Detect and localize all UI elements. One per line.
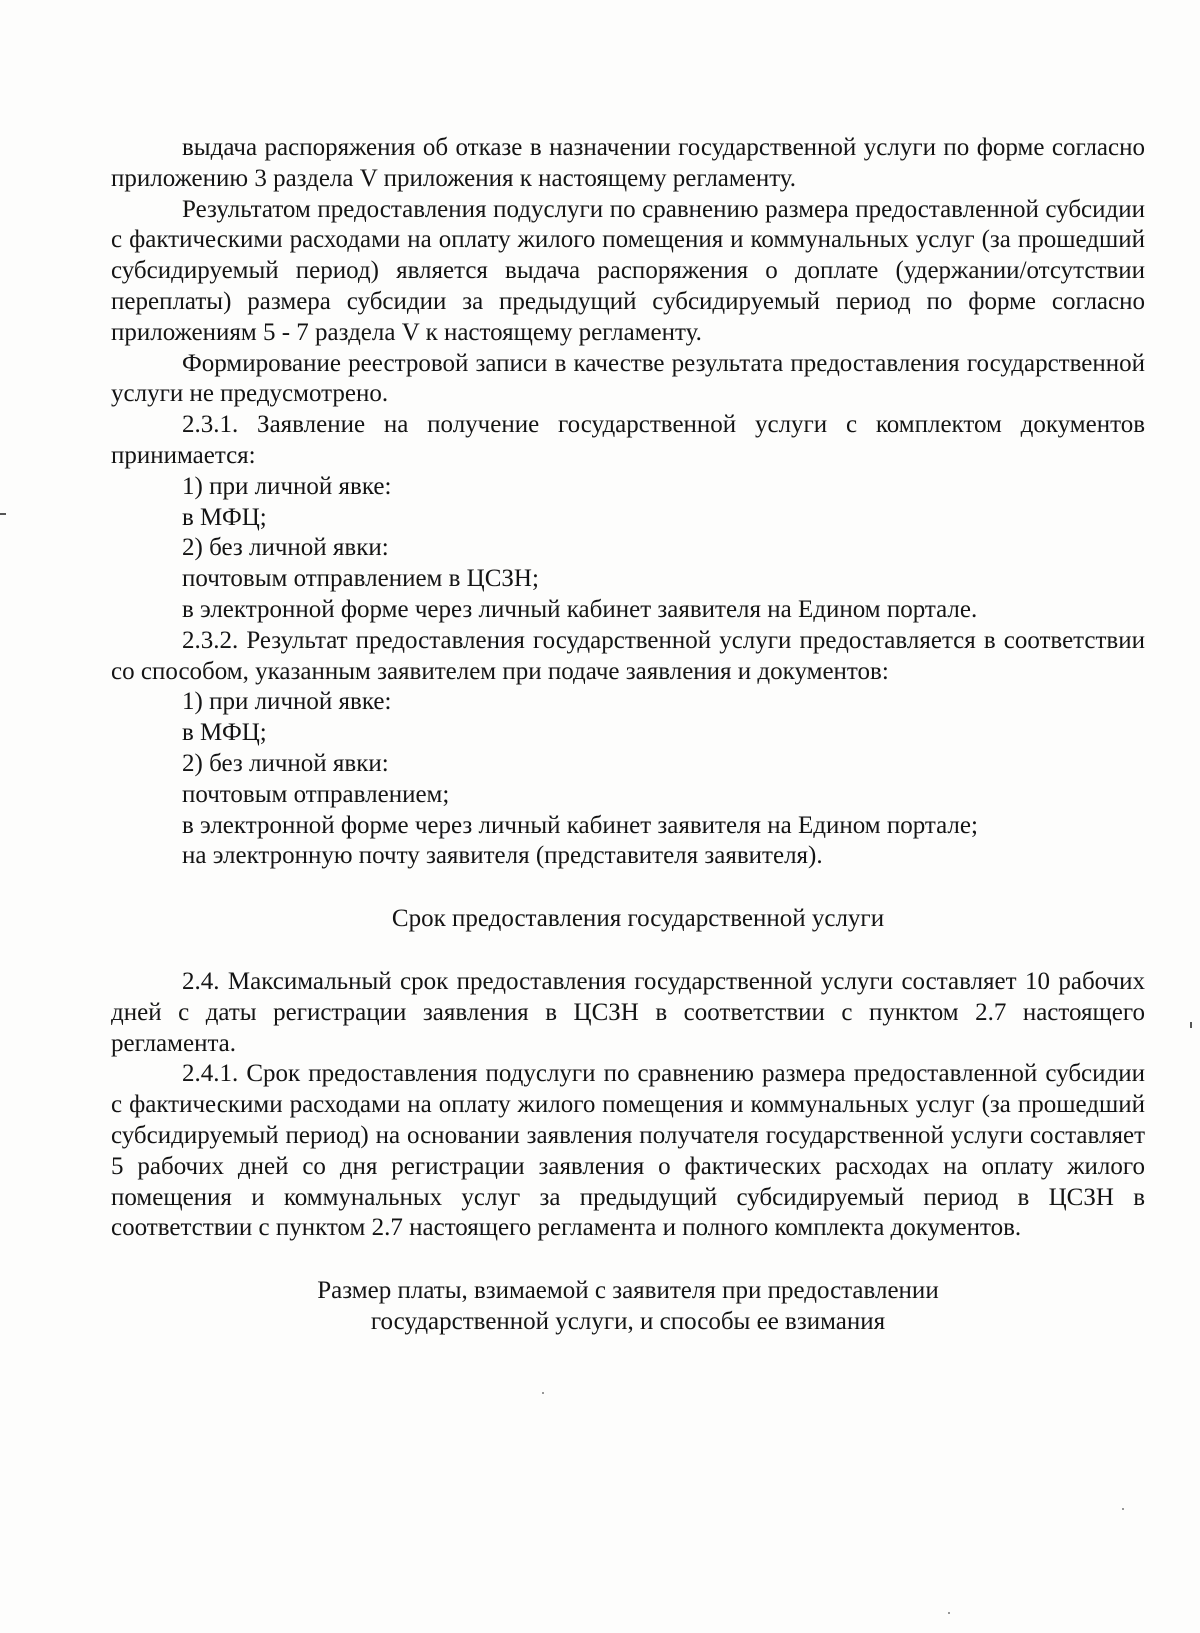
list-item: в электронной форме через личный кабинет заявителя на Едином портале; (182, 811, 978, 839)
section-heading-term: Срок предоставления государственной услуги (391, 905, 885, 933)
list-item: 2) без личной явки: (182, 534, 389, 562)
list-item: в электронной форме через личный кабинет заявителя на Едином портале. (182, 595, 978, 623)
list-item: 1) при личной явке: (182, 688, 392, 716)
scan-speck (948, 1612, 950, 1614)
scan-speck (1122, 1508, 1124, 1510)
list-item: на электронную почту заявителя (представителя заявителя). (182, 842, 823, 870)
paragraph-2-4: 2.4. Максимальный срок предоставления государственной услуги составляет 10 рабочих дней с даты регистрации заявления в ЦСЗН в соответствии с пунктом 2.7 настоящего регламента. (111, 967, 1145, 1057)
list-item: 1) при личной явке: (182, 472, 392, 500)
paragraph-2-3-1: 2.3.1. Заявление на получение государственной услуги с комплектом документов принимается: (111, 411, 1145, 469)
list-item: 2) без личной явки: (182, 749, 389, 777)
paragraph-2-4-1: 2.4.1. Срок предоставления подуслуги по сравнению размера предоставленной субсидии с фактическими расходами на оплату жилого помещения и коммунальных услуг (за прошедший субсидируемый период) на основании заявления получателя государственной услуги составляет 5 рабочих дней со дня регистрации заявления о фактических расходах на оплату жилого помещения и коммунальных услуг за предыдущий субсидируемый период в ЦСЗН в соответствии с пунктом 2.7 настоящего регламента и полного комплекта документов. (111, 1060, 1145, 1242)
paragraph-refusal-order: выдача распоряжения об отказе в назначении государственной услуги по форме согласно приложению 3 раздела V приложения к настоящему регламенту. (111, 134, 1145, 192)
scan-artifact-left (0, 513, 6, 515)
section-heading-fee-line-2: государственной услуги, и способы ее взимания (370, 1307, 886, 1335)
scan-speck (542, 1392, 544, 1394)
scan-artifact-right (1190, 1022, 1192, 1028)
list-result-methods (111, 687, 1145, 872)
section-heading-fee-line-1: Размер платы, взимаемой с заявителя при предоставлении (317, 1277, 939, 1305)
paragraph-2-3-2: 2.3.2. Результат предоставления государственной услуги предоставляется в соответствии со способом, указанным заявителем при подаче заявления и документов: (111, 626, 1145, 685)
paragraph-subservice-result: Результатом предоставления подуслуги по сравнению размера предоставленной субсидии с фактическими расходами на оплату жилого помещения и коммунальных услуг (за прошедший субсидируемый период) является выдача распоряжения о доплате (удержании/отсутствии переплаты) размера субсидии за предыдущий субсидируемый период по форме согласно приложениям 5 - 7 раздела V к настоящему регламенту. (111, 195, 1145, 346)
list-item: в МФЦ; (182, 503, 267, 531)
list-application-methods (111, 472, 1145, 626)
list-item: почтовым отправлением в ЦСЗН; (182, 565, 539, 593)
paragraph-registry-record: Формирование реестровой записи в качестве результата предоставления государственной услуги не предусмотрено. (111, 349, 1145, 408)
section-heading-fee (111, 1276, 1145, 1338)
document-body (111, 133, 1145, 1338)
list-item: почтовым отправлением; (182, 780, 450, 808)
list-item: в МФЦ; (182, 719, 267, 747)
